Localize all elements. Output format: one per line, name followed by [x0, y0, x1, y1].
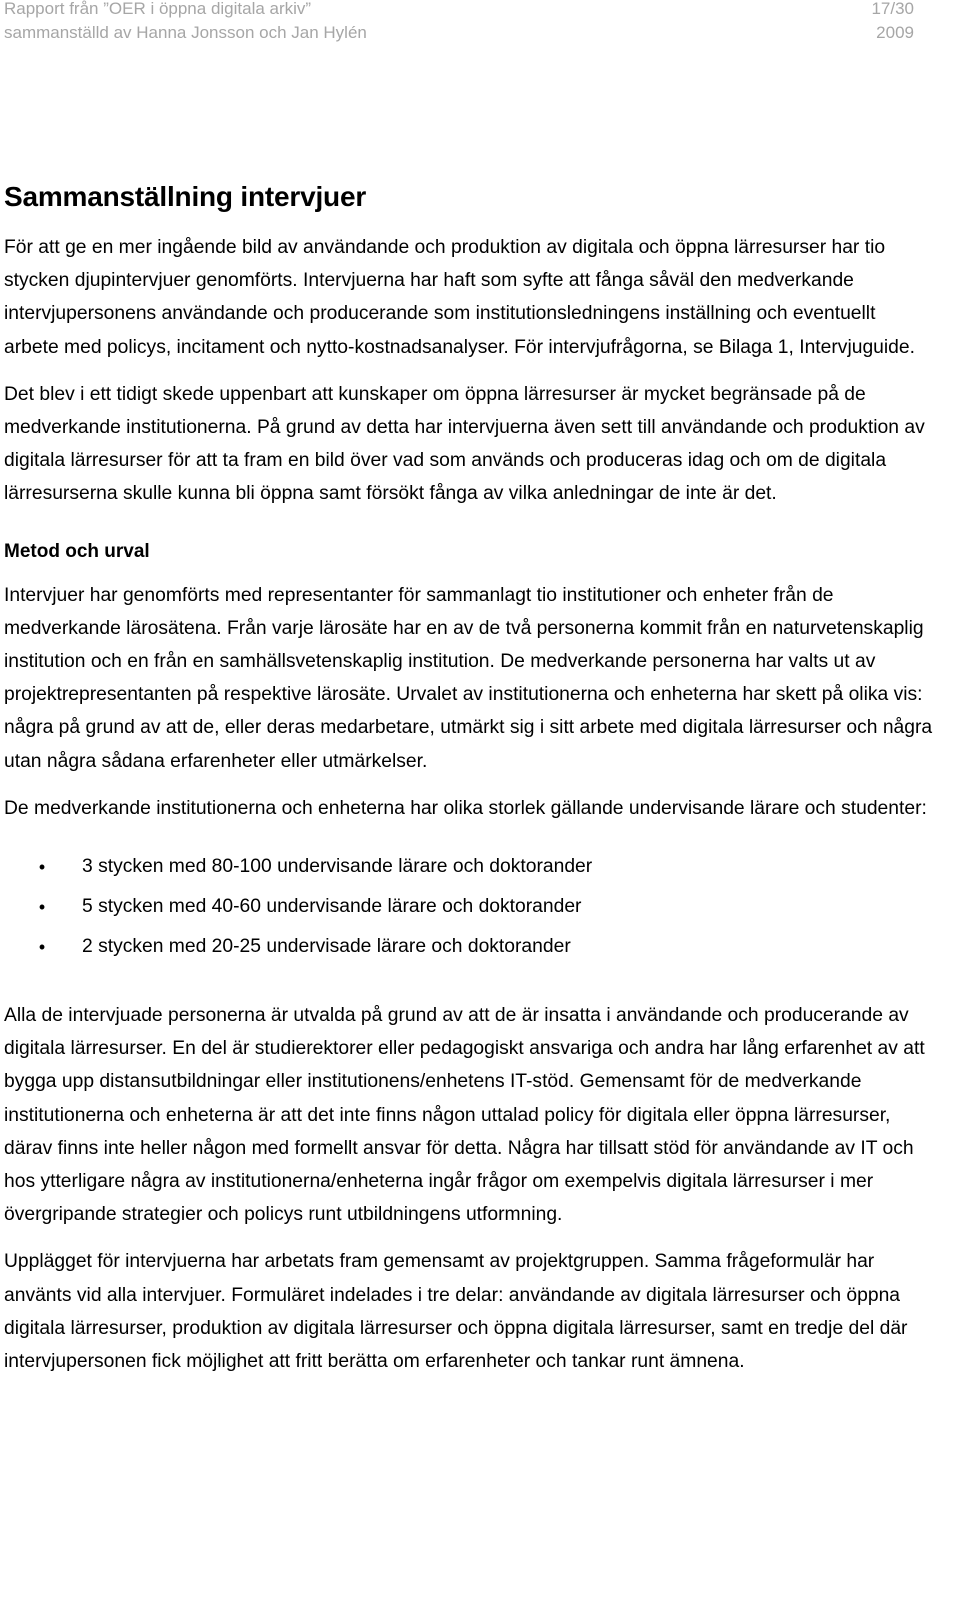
document-body [4, 176, 934, 1392]
report-authors: sammanställd av Hanna Jonsson och Jan Hylén [4, 23, 367, 42]
paragraph: Intervjuer har genomförts med representanter för sammanlagt tio institutioner och enheter från de medverkande lärosätena. Från varje lärosäte har en av de två personerna kommit från en naturvetenskaplig institution och en från en samhällsvetenskaplig institution. De medverkande personerna har valts ut av projektrepresentanten på respektive lärosäte. Urvalet av institutionerna och enheterna har skett på olika vis: några på grund av att de, eller deras medarbetare, utmärkt sig i sitt arbete med digitala lärresurser och några utan några sådana erfarenheter eller utmärkelser. [4, 584, 933, 772]
page-number: 17/30 [871, 0, 914, 18]
page-header [0, 0, 960, 60]
bullet-icon: • [38, 897, 46, 918]
bullet-icon: • [38, 857, 46, 878]
bullet-list [4, 847, 934, 967]
list-item [4, 927, 934, 967]
subsection-heading: Metod och urval [4, 540, 150, 562]
paragraph: Det blev i ett tidigt skede uppenbart att kunskaper om öppna lärresurser är mycket begränsade på de medverkande institutionerna. På grund av detta har intervjuerna även sett till användande och produktion av digitala lärresurser för att ta fram en bild över vad som används och produceras idag och om de digitala lärresurserna skulle kunna bli öppna samt försökt fånga av vilka anledningar de inte är det. [4, 383, 925, 505]
bullet-icon: • [38, 937, 46, 958]
paragraph: Upplägget för intervjuerna har arbetats fram gemensamt av projektgruppen. Samma frågeformulär har använts vid alla intervjuer. Formuläret indelades i tre delar: användande av digitala lärresurser och öppna digitala lärresurser, produktion av digitala lärresurser och öppna digitala lärresurser, samt en tredje del där intervjupersonen fick möjlighet att fritt berätta om erfarenheter och tankar runt ämnena. [4, 1251, 908, 1373]
section-heading: Sammanställning intervjuer [4, 181, 367, 212]
header-left [4, 0, 367, 45]
report-title: Rapport från ”OER i öppna digitala arkiv” [4, 0, 312, 18]
paragraph: De medverkande institutionerna och enheterna har olika storlek gällande undervisande lärare och studenter: [4, 797, 927, 819]
header-right [871, 0, 914, 45]
report-year: 2009 [876, 23, 914, 42]
list-item [4, 847, 934, 887]
list-item-text: 2 stycken med 20-25 undervisade lärare och doktorander [82, 936, 571, 958]
list-item [4, 887, 934, 927]
list-item-text: 5 stycken med 40-60 undervisande lärare och doktorander [82, 896, 582, 918]
list-item-text: 3 stycken med 80-100 undervisande lärare och doktorander [82, 856, 593, 878]
paragraph: Alla de intervjuade personerna är utvalda på grund av att de är insatta i användande och producerande av digitala lärresurser. En del är studierektorer eller pedagogiskt ansvariga och andra har lång erfarenhet av att bygga upp distansutbildningar eller institutionens/enhetens IT-stöd. Gemensamt för de medverkande institutionerna och enheterna är att det inte finns någon uttalad policy för digitala eller öppna lärresurser, därav finns inte heller någon med formellt ansvar för detta. Några har tillsatt stöd för användande av IT och hos ytterligare några av institutionerna/enheterna ingår frågor om exempelvis digitala lärresurser i mer övergripande strategier och policys runt utbildningens utformning. [4, 1005, 925, 1226]
paragraph: För att ge en mer ingående bild av användande och produktion av digitala och öppna lärresurser har tio stycken djupintervjuer genomförts. Intervjuerna har haft som syfte att fånga såväl den medverkande intervjupersonens användande och producerande som institutionsledningens inställning och eventuellt arbete med policys, incitament och nytto-kostnadsanalyser. För intervjufrågorna, se Bilaga 1, Intervjuguide. [4, 237, 915, 358]
